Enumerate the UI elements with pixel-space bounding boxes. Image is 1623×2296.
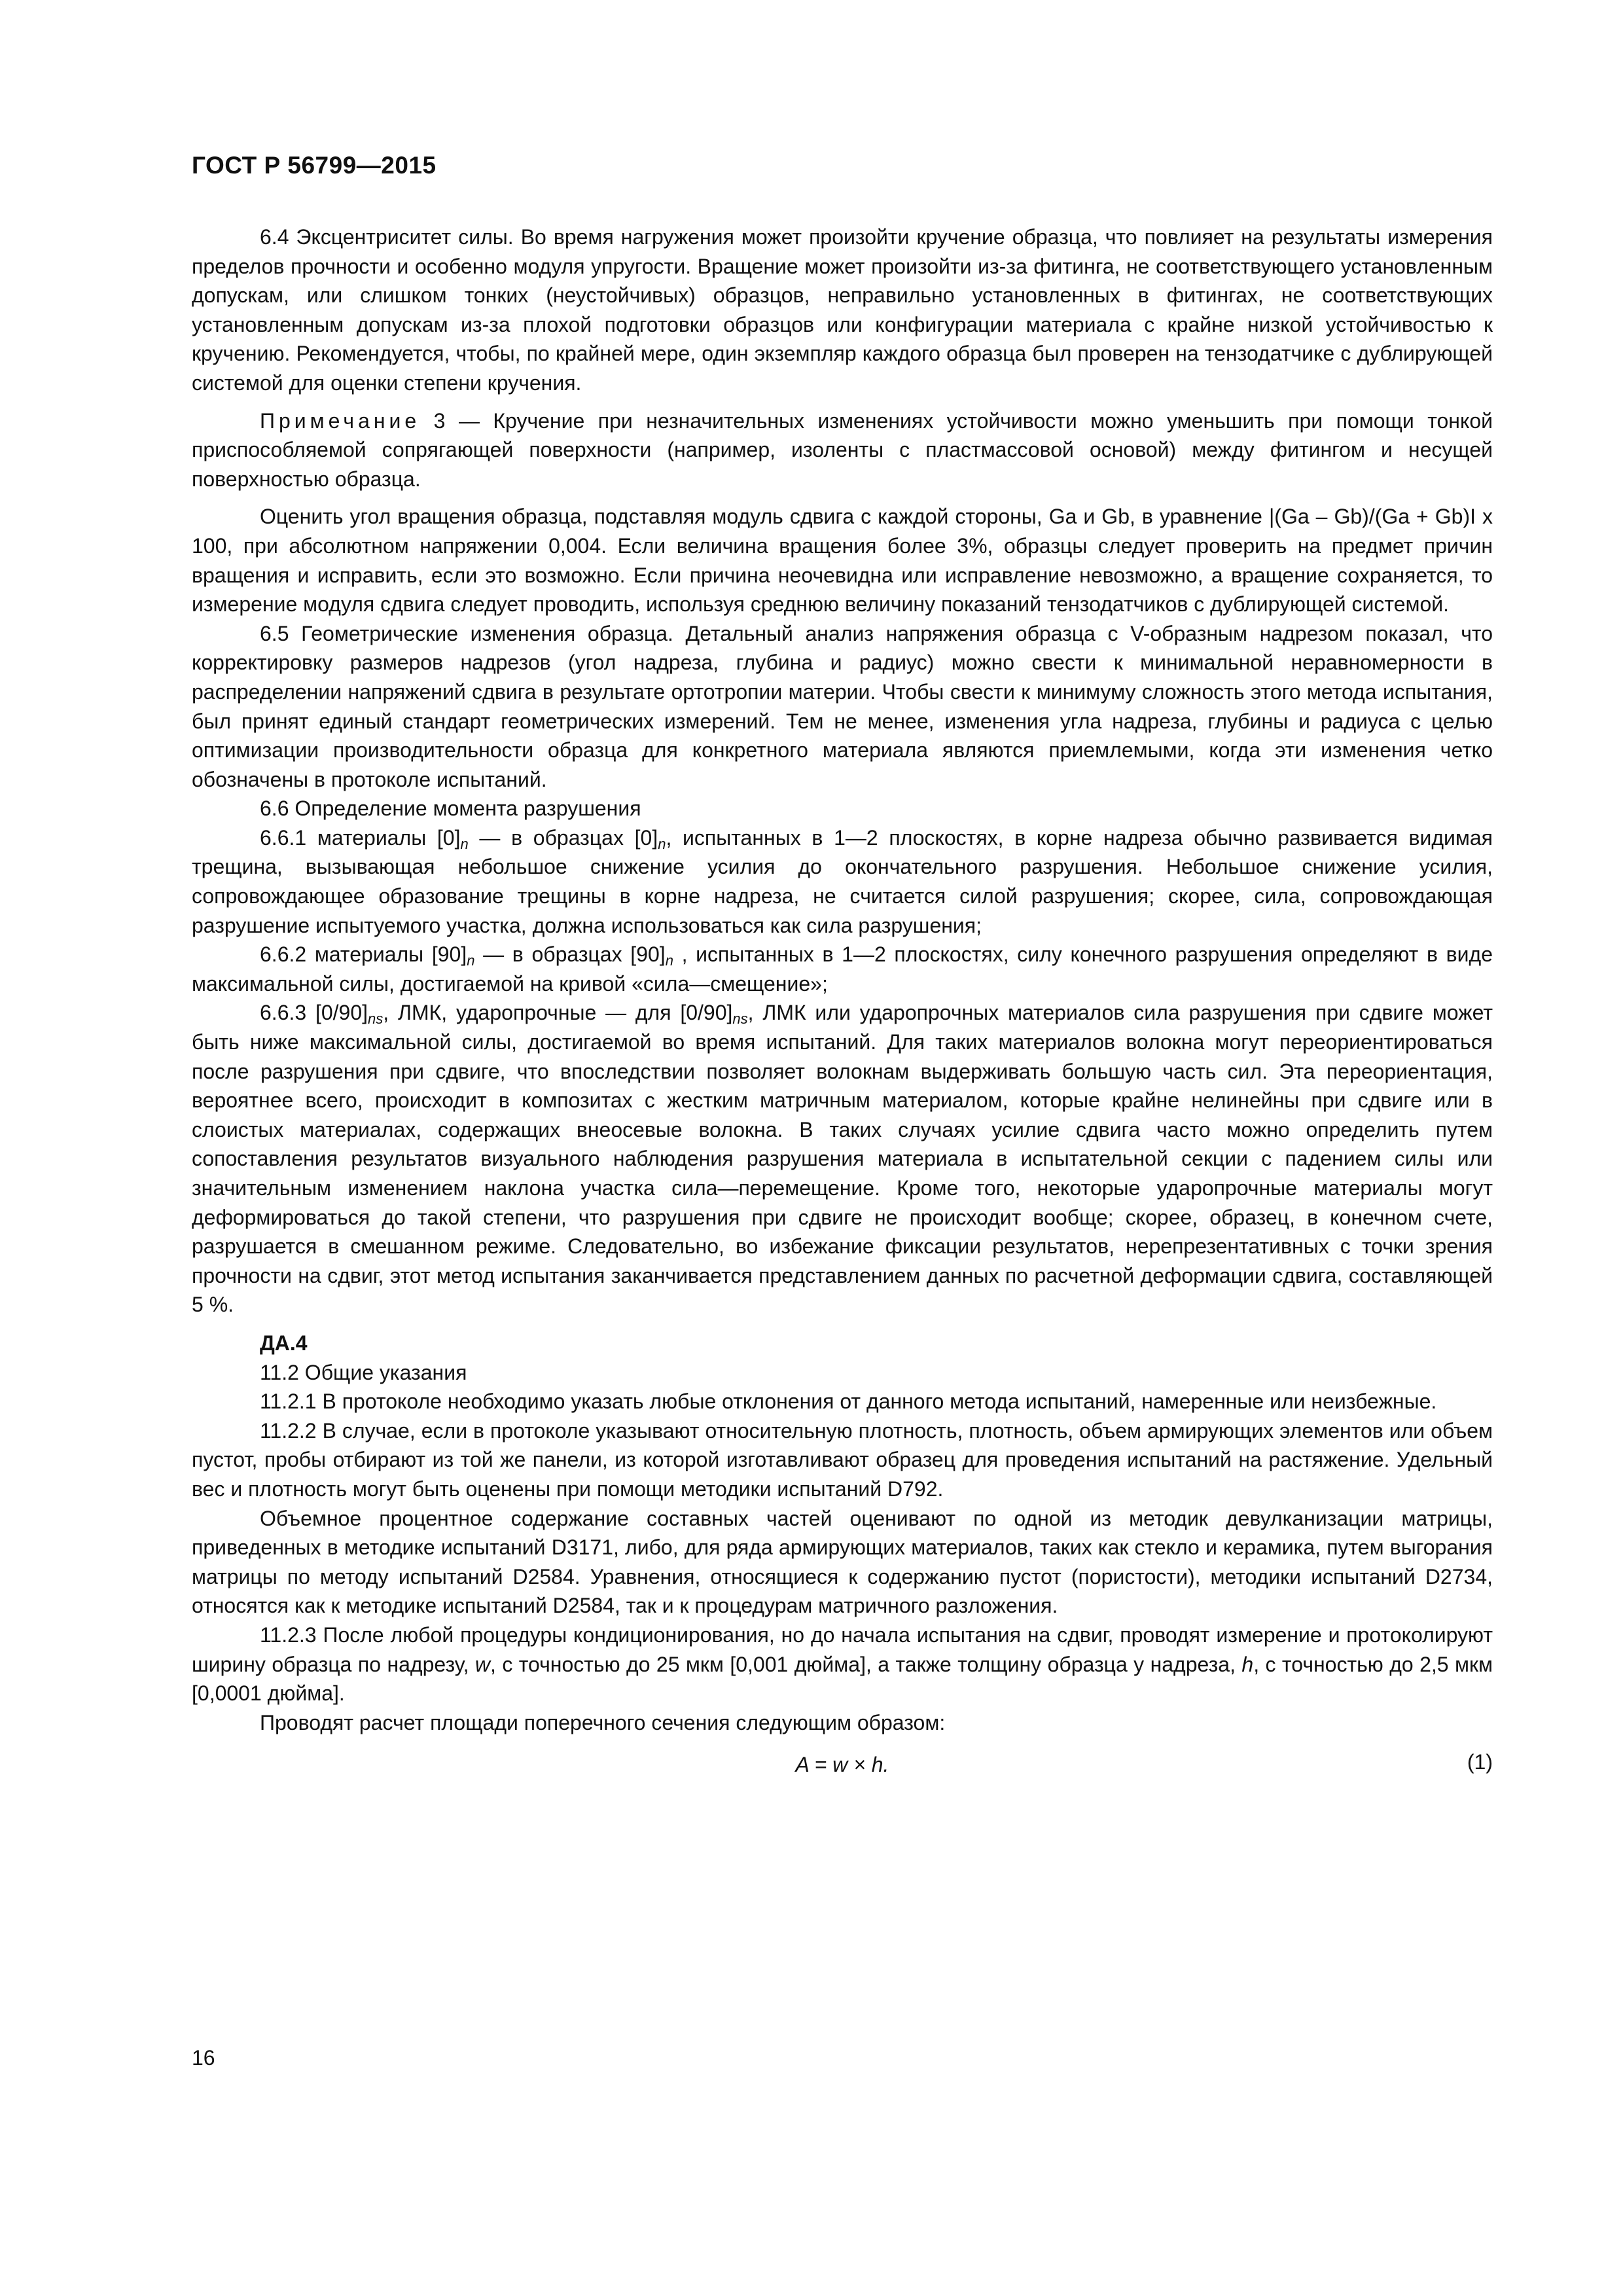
note-label: Примечание xyxy=(260,408,421,433)
paragraph-6-5: 6.5 Геометрические изменения образца. Детальный анализ напряжения образца с V-образным надрезом показал, что корректировку размеров надрезов (угол надреза, глубина и радиус) можно свести к минимальной неравномерности в распределении напряжений сдвига в результате ортотропии материи. Чтобы свести к минимуму сложность этого метода испытания, был принят единый стандарт геометрических измерений. Тем не менее, изменения угла надреза, глубины и радиуса с целью оптимизации производительности образца для конкретного материала являются приемлемыми, когда эти изменения четко обозначены в протоколе испытаний. xyxy=(192,621,1493,791)
formula-number: (1) xyxy=(1467,1750,1493,1774)
section-heading: ДА.4 xyxy=(260,1331,308,1355)
paragraph-6-6: 6.6 Определение момента разрушения xyxy=(260,797,641,821)
document-body xyxy=(192,223,1493,1783)
paragraph-11-2: 11.2 Общие указания xyxy=(260,1360,467,1384)
formula-1 xyxy=(192,1750,1493,1783)
paragraph-6-6-1: 6.6.1 материалы $[0]_n$ — в образцах $[0]_n$, испытанных в 1—2 плоскостях, в корне надреза обычно развивается видимая трещина, вызывающая небольшое снижение усилия до окончательного разрушения. Небольшое снижение усилия, сопровождающее образование трещины в корне надреза, не считается силой разрушения; скорее, сила, сопровождающая разрушение испытуемого участка, должна использоваться как сила разрушения; xyxy=(192,825,1493,937)
paragraph-volume-content: Объемное процентное содержание составных частей оценивают по одной из методик девулканизации матрицы, приведенных в методике испытаний D3171, либо, для ряда армирующих материалов, таких как стекло и керамика, путем выгорания матрицы по методу испытаний D2584. Уравнения, относящиеся к содержанию пустот (пористости), методики испытаний D2734, относятся как к методике испытаний D2584, так и к процедурам матричного разложения. xyxy=(192,1506,1493,1618)
paragraph-11-2-3: 11.2.3 После любой процедуры кондиционирования, но до начала испытания на сдвиг, проводят измерение и протоколируют ширину образца по надрезу, w, с точностью до 25 мкм [0,001 дюйма], а также толщину образца у надреза, h, с точностью до 2,5 мкм [0,0001 дюйма]. xyxy=(192,1623,1493,1706)
paragraph-6-6-2: 6.6.2 материалы $[90]_n$ — в образцах $[90]_n$ , испытанных в 1—2 плоскостях, силу конечного разрушения определяют в виде максимальной силы, достигаемой на кривой «сила—смещение»; xyxy=(192,942,1493,996)
page-number: 16 xyxy=(192,2046,215,2070)
paragraph-6-6-3: 6.6.3 $[0/90]_{ns}$, ЛМК, ударопрочные — для $[0/90]_{ns}$, ЛМК или ударопрочных материалов сила разрушения при сдвиге может быть ниже максимальной силы, достигаемой во время испытаний. Для таких материалов волокна могут переориентироваться после разрушения при сдвиге, что впоследствии позволяет волокнам выдерживать большую часть сил. Эта переориентация, вероятнее всего, происходит в композитах с жестким матричным материалом, которые крайне нелинейны при сдвиге или в слоистых материалах, содержащих внеосевые волокна. В таких случаях усилие сдвига часто можно определить путем сопоставления результатов визуального наблюдения разрушения материала в испытательной секции с падением силы или значительным изменением наклона участка сила—перемещение. Кроме того, некоторые ударопрочные материалы могут деформироваться до такой степени, что разрушения при сдвиге не происходит вообще; скорее, образец, в конечном счете, разрушается в смешанном режиме. Следовательно, во избежание фиксации результатов, нерепрезентативных с точки зрения прочности на сдвиг, этот метод испытания заканчивается представлением данных по расчетной деформации сдвига, составляющей 5 %. xyxy=(192,1001,1493,1317)
note-text: 3 — Кручение при незначительных изменениях устойчивости можно уменьшить при помощи тонкой приспособляемой сопрягающей поверхности (например, изоленты с пластмассовой основой) между фитингом и несущей поверхностью образца. xyxy=(192,408,1493,491)
paragraph-11-2-1: 11.2.1 В протоколе необходимо указать любые отклонения от данного метода испытаний, намеренные или неизбежные. xyxy=(260,1390,1437,1414)
paragraph-6-4: 6.4 Эксцентриситет силы. Во время нагружения может произойти кручение образца, что повлияет на результаты измерения пределов прочности и особенно модуля упругости. Вращение может произойти из-за фитинга, не соответствующего установленным допускам, или слишком тонких (неустойчивых) образцов, неправильно установленных в фитингах, не соответствующих установленным допускам из-за плохой подготовки образцов или конфигурации материала с крайне низкой устойчивостью к кручению. Рекомендуется, чтобы, по крайней мере, один экземпляр каждого образца был проверен на тензодатчике с дублирующей системой для оценки степени кручения. xyxy=(192,225,1493,395)
formula-expression: A = w × h. xyxy=(795,1753,889,1777)
paragraph-rotation-angle: Оценить угол вращения образца, подставляя модуль сдвига с каждой стороны, Ga и Gb, в уравнение |(Ga – Gb)/(Ga + Gb)I x 100, при абсолютном напряжении 0,004. Если величина вращения более 3%, образцы следует проверить на предмет причин вращения и исправить, если это возможно. Если причина неочевидна или исправление невозможно, а вращение сохраняется, то измерение модуля сдвига следует проводить, используя среднюю величину показаний тензодатчиков с дублирующей системой. xyxy=(192,505,1493,617)
note-3 xyxy=(192,406,1493,494)
standard-header: ГОСТ Р 56799—2015 xyxy=(192,152,437,179)
paragraph-area-calc: Проводят расчет площади поперечного сечения следующим образом: xyxy=(260,1710,946,1734)
paragraph-11-2-2: 11.2.2 В случае, если в протоколе указывают относительную плотность, плотность, объем армирующих элементов или объем пустот, пробы отбирают из той же панели, из которой изготавливают образец для проведения испытаний на растяжение. Удельный вес и плотность могут быть оценены при помощи методики испытаний D792. xyxy=(192,1418,1493,1501)
